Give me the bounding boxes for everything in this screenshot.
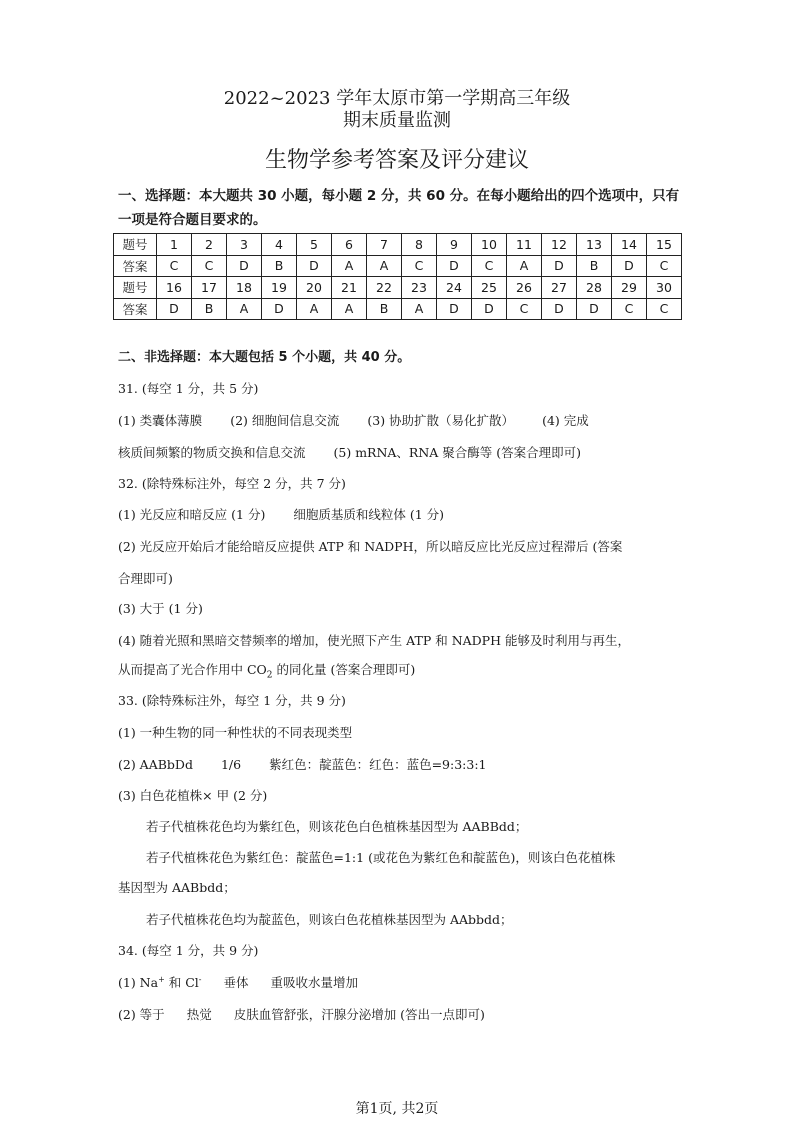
row-label: 答案 (114, 298, 157, 320)
row-label: 题号 (114, 234, 157, 256)
question-number-cell: 15 (647, 234, 682, 256)
question-number-cell: 23 (402, 277, 437, 299)
answer-cell: A (332, 255, 367, 277)
question-number-cell: 6 (332, 234, 367, 256)
q32-answer-3: (3) 大于 (1 分) (118, 601, 203, 616)
question-number-cell: 25 (472, 277, 507, 299)
question-number-row (114, 234, 682, 256)
question-number-cell: 16 (157, 277, 192, 299)
q33-answer-3: (3) 白色花植株× 甲 (2 分) (118, 788, 268, 803)
q32-answer-4-line1: (4) 随着光照和黑暗交替频率的增加，使光照下产生 ATP 和 NADPH 能够及时利用与再生， (118, 633, 630, 648)
q34-answer-1: (1) Na+ 和 Cl- 垂体 重吸收水量增加 (118, 974, 359, 990)
answer-cell: D (577, 298, 612, 320)
page-number: 第1页, 共2页 (355, 1101, 439, 1117)
answer-cell: C (647, 255, 682, 277)
answer-cell: B (577, 255, 612, 277)
answer-row (114, 298, 682, 320)
question-number-cell: 2 (192, 234, 227, 256)
answer-cell: A (227, 298, 262, 320)
answer-cell: B (262, 255, 297, 277)
answer-cell: D (297, 255, 332, 277)
question-number-cell: 5 (297, 234, 332, 256)
question-number-cell: 27 (542, 277, 577, 299)
q34-answer-2a: (2) 等于 (118, 1007, 165, 1022)
q33-answer-2 (118, 755, 487, 773)
section2-intro: 二、非选择题：本大题包括 5 个小题，共 40 分。 (118, 350, 411, 365)
q33-answer-2c: 紫红色：靛蓝色：红色：蓝色=9:3:3:1 (269, 757, 487, 772)
question-number-cell: 11 (507, 234, 542, 256)
q31-answer-2: (2) 细胞间信息交流 (230, 413, 340, 428)
answer-cell: A (507, 255, 542, 277)
q33-answer-2a: (2) AABbDd (118, 757, 193, 772)
answer-cell: A (402, 298, 437, 320)
row-label: 答案 (114, 255, 157, 277)
answer-cell: C (402, 255, 437, 277)
question-number-cell: 8 (402, 234, 437, 256)
answer-cell: A (332, 298, 367, 320)
answer-cell: A (297, 298, 332, 320)
question-number-cell: 3 (227, 234, 262, 256)
q33-case-2-line2: 基因型为 AABbdd； (118, 880, 236, 895)
q33-case-1: 若子代植株花色均为紫红色，则该花色白色植株基因型为 AABBdd； (146, 819, 528, 834)
q31-answer-4-start: (4) 完成 (542, 413, 589, 428)
q34-answer-2 (118, 1005, 485, 1023)
question-number-cell: 18 (227, 277, 262, 299)
answer-cell: B (192, 298, 227, 320)
q32-answer-2-line1: (2) 光反应开始后才能给暗反应提供 ATP 和 NADPH，所以暗反应比光反应过程滞后 (答案 (118, 539, 623, 554)
row-label: 题号 (114, 277, 157, 299)
question-number-cell: 1 (157, 234, 192, 256)
q33-answer-2b: 1/6 (220, 757, 242, 772)
q31-answer-3: (3) 协助扩散（易化扩散） (367, 413, 515, 428)
answer-cell: D (262, 298, 297, 320)
question-number-row (114, 277, 682, 299)
question-number-cell: 17 (192, 277, 227, 299)
answer-cell: B (367, 298, 402, 320)
answer-cell: D (542, 298, 577, 320)
answer-cell: D (227, 255, 262, 277)
question-number-cell: 19 (262, 277, 297, 299)
q32-header: 32. (除特殊标注外，每空 2 分，共 7 分) (118, 476, 346, 491)
question-number-cell: 12 (542, 234, 577, 256)
q33-answer-1: (1) 一种生物的同一种性状的不同表现类型 (118, 725, 353, 740)
answer-cell: C (507, 298, 542, 320)
q33-header: 33. (除特殊标注外，每空 1 分，共 9 分) (118, 693, 346, 708)
question-number-cell: 24 (437, 277, 472, 299)
answer-cell: D (612, 255, 647, 277)
question-number-cell: 9 (437, 234, 472, 256)
answer-cell: A (367, 255, 402, 277)
question-number-cell: 10 (472, 234, 507, 256)
q32-answer-1 (118, 505, 444, 523)
question-number-cell: 21 (332, 277, 367, 299)
answer-cell: C (157, 255, 192, 277)
question-number-cell: 26 (507, 277, 542, 299)
q31-answers-line2 (118, 443, 581, 461)
document-title: 生物学参考答案及评分建议 (264, 148, 529, 173)
q34-answer-2c: 皮肤血管舒张，汗腺分泌增加 (答出一点即可) (233, 1007, 485, 1022)
q32-answer-1b: 细胞质基质和线粒体 (1 分) (293, 507, 444, 522)
q34-answer-2b: 热觉 (186, 1007, 212, 1022)
question-number-cell: 30 (647, 277, 682, 299)
section1-intro: 一、选择题：本大题共 30 小题，每小题 2 分，共 60 分。在每小题给出的四个选项中，只有一项是符合题目要求的。 (118, 188, 680, 228)
question-number-cell: 4 (262, 234, 297, 256)
q33-case-2-line1: 若子代植株花色为紫红色：靛蓝色=1:1 (或花色为紫红色和靛蓝色)，则该白色花植株 (146, 850, 616, 865)
q32-answer-2-line2: 合理即可) (118, 571, 173, 586)
answer-cell: D (472, 298, 507, 320)
question-number-cell: 13 (577, 234, 612, 256)
q31-answers-line1 (118, 411, 589, 429)
q31-answer-4-end: 核质间频繁的物质交换和信息交流 (118, 445, 306, 460)
answer-cell: D (437, 255, 472, 277)
answer-row (114, 255, 682, 277)
q34-answer-1c: 重吸收水量增加 (270, 975, 359, 990)
question-number-cell: 20 (297, 277, 332, 299)
answer-cell: C (192, 255, 227, 277)
exam-subtitle: 期末质量监测 (343, 110, 451, 131)
q34-answer-1b: 垂体 (223, 975, 249, 990)
question-number-cell: 29 (612, 277, 647, 299)
answer-cell: C (612, 298, 647, 320)
question-number-cell: 22 (367, 277, 402, 299)
q32-answer-4-line2: 从而提高了光合作用中 $CO_2$ 的同化量 (答案合理即可) (118, 662, 416, 681)
exam-title: 2022~2023 学年太原市第一学期高三年级 (223, 88, 571, 109)
q33-case-3: 若子代植株花色均为靛蓝色，则该白色花植株基因型为 AAbbdd； (146, 912, 513, 927)
q31-answer-1: (1) 类囊体薄膜 (118, 413, 203, 428)
q34-header: 34. (每空 1 分，共 9 分) (118, 943, 259, 958)
q31-header: 31. (每空 1 分，共 5 分) (118, 381, 259, 396)
question-number-cell: 7 (367, 234, 402, 256)
answer-cell: D (157, 298, 192, 320)
question-number-cell: 14 (612, 234, 647, 256)
question-number-cell: 28 (577, 277, 612, 299)
answer-cell: D (542, 255, 577, 277)
answer-cell: C (647, 298, 682, 320)
answer-cell: D (437, 298, 472, 320)
answer-cell: C (472, 255, 507, 277)
q32-answer-1a: (1) 光反应和暗反应 (1 分) (118, 507, 266, 522)
answer-table (113, 233, 682, 320)
q31-answer-5: (5) mRNA、RNA 聚合酶等 (答案合理即可) (333, 445, 582, 460)
